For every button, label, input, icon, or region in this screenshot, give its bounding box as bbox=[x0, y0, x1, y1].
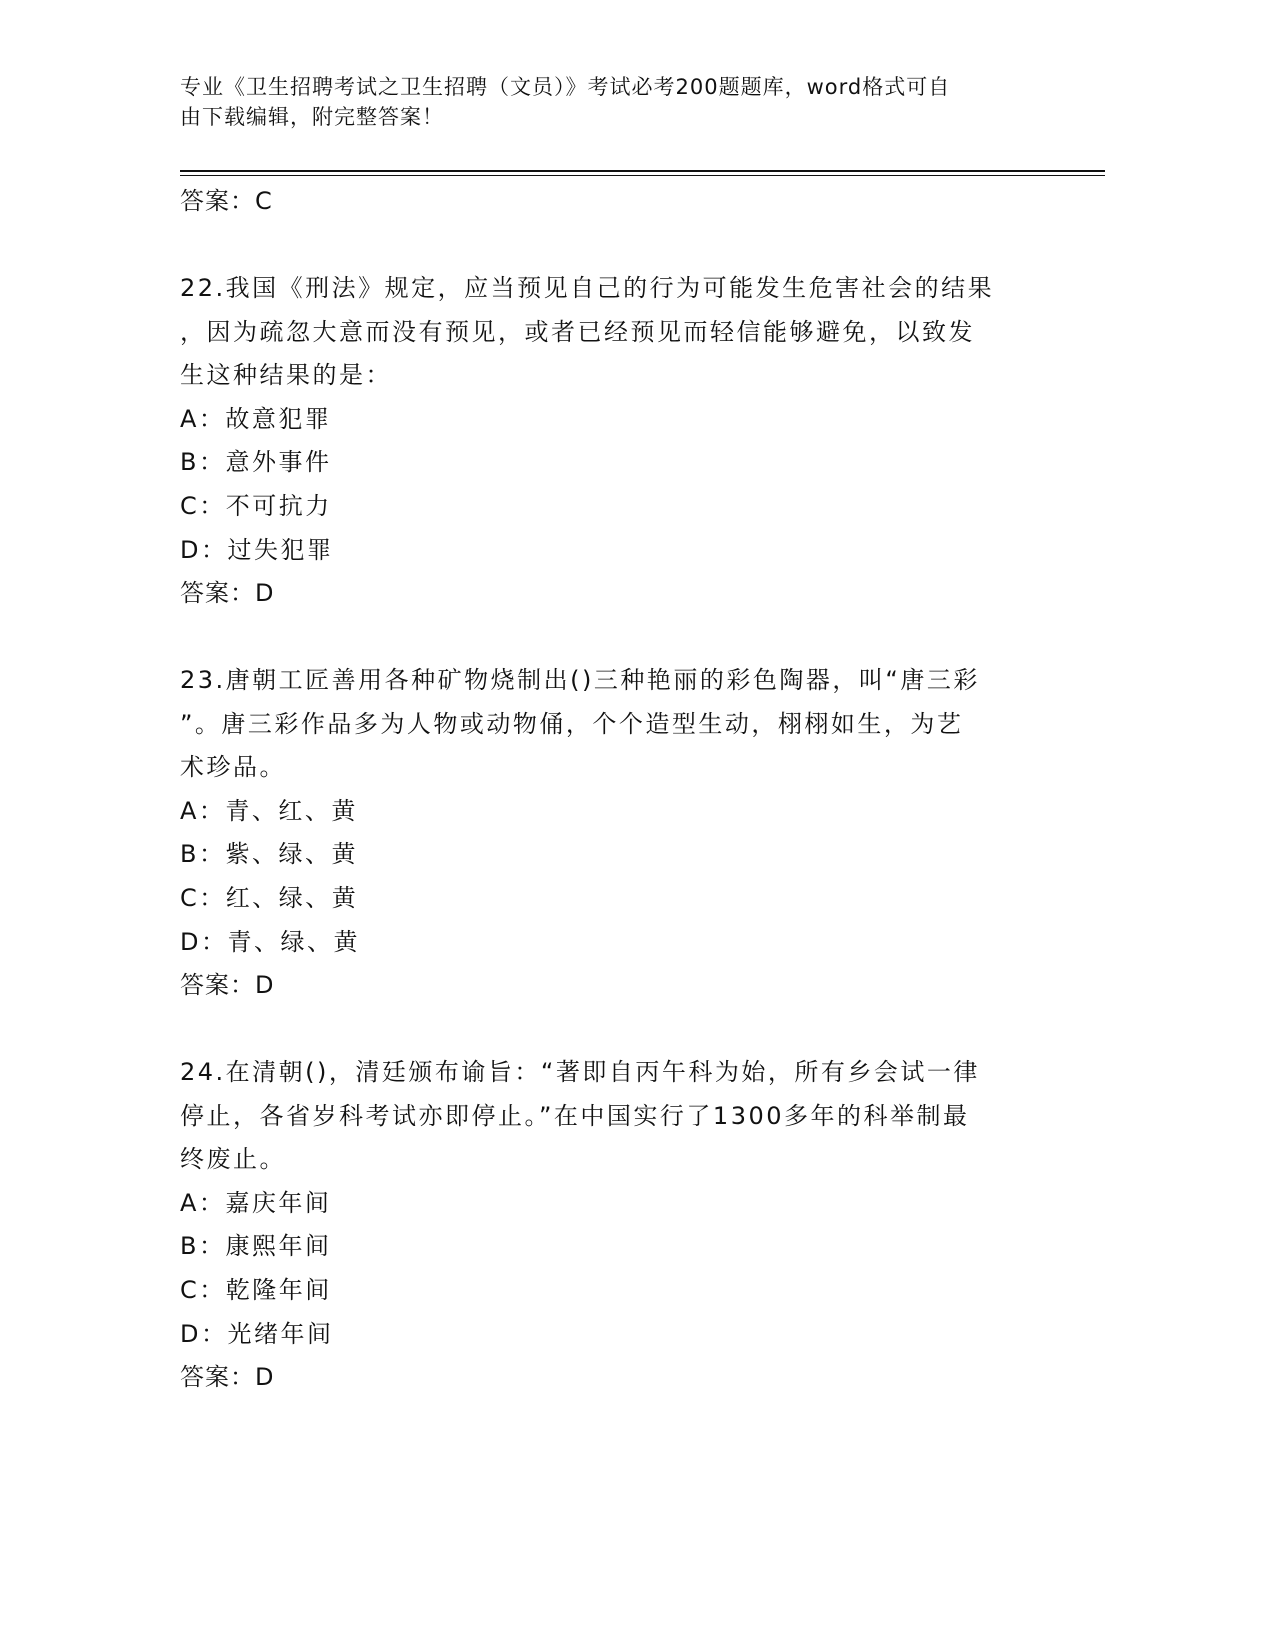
option-b: B：紫、绿、黄 bbox=[180, 840, 358, 869]
question-22 bbox=[180, 267, 1040, 616]
question-text: 停止，各省岁科考试亦即停止。”在中国实行了1300多年的科举制最 bbox=[180, 1101, 970, 1130]
header-divider bbox=[180, 175, 1105, 176]
previous-answer bbox=[180, 180, 1040, 224]
option-d: D：青、绿、黄 bbox=[180, 927, 360, 956]
question-text: 24.在清朝()，清廷颁布谕旨：“著即自丙午科为始，所有乡会试一律 bbox=[180, 1058, 980, 1086]
option-a: A：故意犯罪 bbox=[180, 404, 332, 433]
header-line: 由下载编辑，附完整答案！ bbox=[180, 105, 444, 129]
answer-line: 答案：D bbox=[180, 971, 275, 1000]
question-text: 终废止。 bbox=[180, 1145, 286, 1174]
question-24 bbox=[180, 1051, 1040, 1400]
option-b: B：康熙年间 bbox=[180, 1232, 332, 1261]
option-d: D：过失犯罪 bbox=[180, 535, 334, 564]
question-text: ，因为疏忽大意而没有预见，或者已经预见而轻信能够避免，以致发 bbox=[180, 317, 975, 346]
option-c: C：不可抗力 bbox=[180, 491, 332, 520]
answer-line: 答案：C bbox=[180, 187, 273, 215]
option-a: A：嘉庆年间 bbox=[180, 1188, 332, 1217]
answer-line: 答案：D bbox=[180, 579, 275, 608]
header-divider bbox=[180, 170, 1105, 172]
question-text: 23.唐朝工匠善用各种矿物烧制出()三种艳丽的彩色陶器，叫“唐三彩 bbox=[180, 666, 980, 694]
question-text: 生这种结果的是： bbox=[180, 361, 392, 390]
document-header bbox=[180, 72, 1040, 132]
question-text: 22.我国《刑法》规定，应当预见自己的行为可能发生危害社会的结果 bbox=[180, 274, 995, 302]
option-c: C：红、绿、黄 bbox=[180, 883, 359, 912]
option-d: D：光绪年间 bbox=[180, 1319, 334, 1348]
question-23 bbox=[180, 659, 1040, 1008]
question-text: ”。唐三彩作品多为人物或动物俑，个个造型生动，栩栩如生，为艺 bbox=[180, 709, 964, 738]
answer-line: 答案：D bbox=[180, 1363, 275, 1392]
option-b: B：意外事件 bbox=[180, 448, 332, 477]
header-line: 专业《卫生招聘考试之卫生招聘（文员）》考试必考200题题库，word格式可自 bbox=[180, 75, 951, 99]
question-text: 术珍品。 bbox=[180, 753, 286, 782]
option-c: C：乾隆年间 bbox=[180, 1275, 332, 1304]
option-a: A：青、红、黄 bbox=[180, 796, 358, 825]
